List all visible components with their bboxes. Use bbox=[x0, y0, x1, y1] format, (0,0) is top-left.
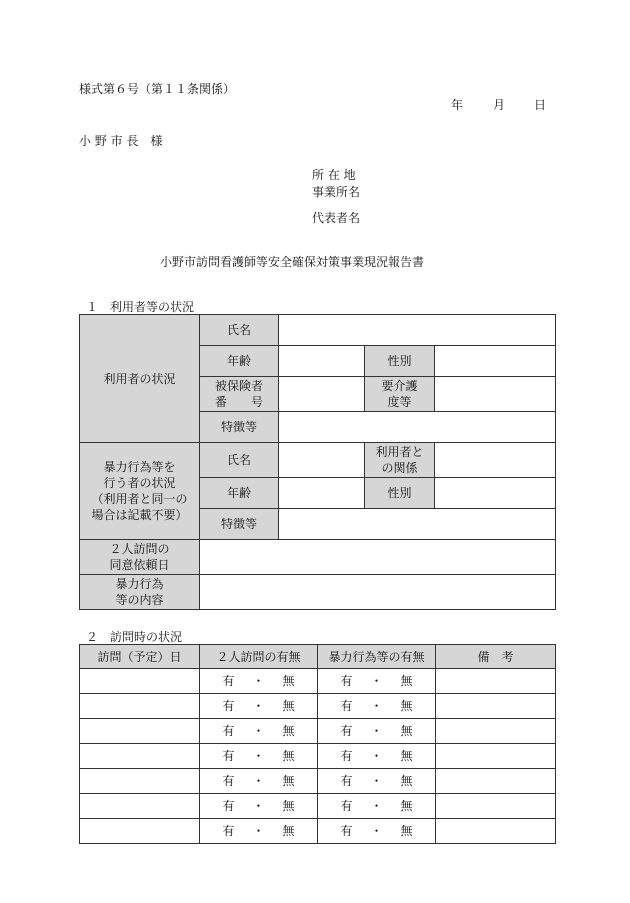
date-year-label: 年 bbox=[451, 98, 464, 112]
separator-dot: ・ bbox=[370, 724, 383, 738]
table-row bbox=[80, 694, 556, 719]
consent-date-label: ２人訪問の 同意依頼日 bbox=[80, 540, 200, 575]
violent-gender-cell[interactable] bbox=[435, 478, 556, 509]
table-row bbox=[80, 744, 556, 769]
violence-content-cell[interactable] bbox=[200, 575, 556, 610]
section2-heading: ２ 訪問時の状況 bbox=[86, 630, 183, 644]
user-features-label: 特徴等 bbox=[200, 412, 279, 443]
user-age-cell[interactable] bbox=[279, 346, 365, 377]
violent-age-label: 年齢 bbox=[200, 478, 279, 509]
violence-choice[interactable] bbox=[318, 819, 436, 844]
two-person-choice[interactable] bbox=[200, 769, 318, 794]
user-gender-cell[interactable] bbox=[435, 346, 556, 377]
insured-number-label: 被保険者 番 号 bbox=[200, 377, 279, 412]
visit-date-cell[interactable] bbox=[80, 794, 200, 819]
no-option[interactable]: 無 bbox=[282, 774, 295, 788]
yes-option[interactable]: 有 bbox=[222, 774, 235, 788]
violence-choice[interactable] bbox=[318, 794, 436, 819]
two-person-choice[interactable] bbox=[200, 669, 318, 694]
date-day-label: 日 bbox=[534, 98, 547, 112]
document-title: 小野市訪問看護師等安全確保対策事業現況報告書 bbox=[160, 255, 425, 269]
user-age-label: 年齢 bbox=[200, 346, 279, 377]
visit-status-table bbox=[79, 644, 556, 844]
remarks-header: 備 考 bbox=[436, 645, 556, 669]
yes-option[interactable]: 有 bbox=[340, 749, 353, 763]
user-name-label: 氏名 bbox=[200, 315, 279, 346]
separator-dot: ・ bbox=[252, 824, 265, 838]
user-gender-label: 性別 bbox=[365, 346, 435, 377]
remarks-cell[interactable] bbox=[436, 819, 556, 844]
remarks-cell[interactable] bbox=[436, 794, 556, 819]
yes-option[interactable]: 有 bbox=[222, 674, 235, 688]
yes-option[interactable]: 有 bbox=[222, 724, 235, 738]
no-option[interactable]: 無 bbox=[400, 699, 413, 713]
user-status-table bbox=[79, 314, 556, 610]
location-label: 所 在 地 bbox=[312, 168, 356, 182]
no-option[interactable]: 無 bbox=[282, 799, 295, 813]
yes-option[interactable]: 有 bbox=[340, 799, 353, 813]
remarks-cell[interactable] bbox=[436, 719, 556, 744]
form-number: 様式第６号（第１１条関係） bbox=[79, 82, 236, 96]
table-row bbox=[80, 719, 556, 744]
care-level-label: 要介護 度等 bbox=[365, 377, 435, 412]
separator-dot: ・ bbox=[252, 799, 265, 813]
user-name-cell[interactable] bbox=[279, 315, 556, 346]
visit-date-cell[interactable] bbox=[80, 669, 200, 694]
separator-dot: ・ bbox=[370, 674, 383, 688]
separator-dot: ・ bbox=[252, 724, 265, 738]
yes-option[interactable]: 有 bbox=[340, 774, 353, 788]
separator-dot: ・ bbox=[252, 749, 265, 763]
yes-option[interactable]: 有 bbox=[222, 749, 235, 763]
violence-presence-header: 暴力行為等の有無 bbox=[318, 645, 436, 669]
date-month-label: 月 bbox=[493, 98, 506, 112]
separator-dot: ・ bbox=[370, 799, 383, 813]
no-option[interactable]: 無 bbox=[282, 674, 295, 688]
user-status-label: 利用者の状況 bbox=[80, 315, 200, 443]
yes-option[interactable]: 有 bbox=[340, 674, 353, 688]
relation-label: 利用者と の関係 bbox=[365, 443, 435, 478]
no-option[interactable]: 無 bbox=[282, 749, 295, 763]
no-option[interactable]: 無 bbox=[400, 674, 413, 688]
visit-date-cell[interactable] bbox=[80, 819, 200, 844]
violence-content-label: 暴力行為 等の内容 bbox=[80, 575, 200, 610]
violent-person-status-label: 暴力行為等を 行う者の状況 （利用者と同一の 場合は記載不要） bbox=[80, 443, 200, 540]
table-row bbox=[80, 669, 556, 694]
visit-date-header: 訪問（予定）日 bbox=[80, 645, 200, 669]
section1-heading: １ 利用者等の状況 bbox=[86, 300, 195, 314]
violent-gender-label: 性別 bbox=[365, 478, 435, 509]
separator-dot: ・ bbox=[370, 774, 383, 788]
two-person-visit-header: ２人訪問の有無 bbox=[200, 645, 318, 669]
two-person-choice[interactable] bbox=[200, 719, 318, 744]
two-person-choice[interactable] bbox=[200, 694, 318, 719]
no-option[interactable]: 無 bbox=[400, 799, 413, 813]
table-row bbox=[80, 769, 556, 794]
violent-features-label: 特徴等 bbox=[200, 509, 279, 540]
separator-dot: ・ bbox=[252, 774, 265, 788]
table-row bbox=[80, 819, 556, 844]
representative-label: 代表者名 bbox=[312, 211, 361, 225]
violence-choice[interactable] bbox=[318, 744, 436, 769]
separator-dot: ・ bbox=[370, 749, 383, 763]
violence-choice[interactable] bbox=[318, 669, 436, 694]
visit-date-cell[interactable] bbox=[80, 694, 200, 719]
remarks-cell[interactable] bbox=[436, 769, 556, 794]
two-person-choice[interactable] bbox=[200, 794, 318, 819]
violence-choice[interactable] bbox=[318, 719, 436, 744]
violent-features-cell[interactable] bbox=[279, 509, 556, 540]
violent-age-cell[interactable] bbox=[279, 478, 365, 509]
office-name-label: 事業所名 bbox=[312, 185, 361, 199]
no-option[interactable]: 無 bbox=[400, 774, 413, 788]
separator-dot: ・ bbox=[252, 674, 265, 688]
consent-date-cell[interactable] bbox=[200, 540, 556, 575]
separator-dot: ・ bbox=[370, 824, 383, 838]
insured-number-cell[interactable] bbox=[279, 377, 365, 412]
separator-dot: ・ bbox=[370, 699, 383, 713]
remarks-cell[interactable] bbox=[436, 669, 556, 694]
yes-option[interactable]: 有 bbox=[340, 824, 353, 838]
yes-option[interactable]: 有 bbox=[222, 799, 235, 813]
visit-date-cell[interactable] bbox=[80, 769, 200, 794]
violent-name-cell[interactable] bbox=[279, 443, 365, 478]
yes-option[interactable]: 有 bbox=[222, 824, 235, 838]
no-option[interactable]: 無 bbox=[282, 699, 295, 713]
remarks-cell[interactable] bbox=[436, 744, 556, 769]
yes-option[interactable]: 有 bbox=[340, 699, 353, 713]
table-row bbox=[80, 794, 556, 819]
remarks-cell[interactable] bbox=[436, 694, 556, 719]
no-option[interactable]: 無 bbox=[282, 824, 295, 838]
yes-option[interactable]: 有 bbox=[340, 724, 353, 738]
two-person-choice[interactable] bbox=[200, 819, 318, 844]
yes-option[interactable]: 有 bbox=[222, 699, 235, 713]
addressee: 小 野 市 長 様 bbox=[79, 134, 163, 148]
care-level-cell[interactable] bbox=[435, 377, 556, 412]
relation-cell[interactable] bbox=[435, 443, 556, 478]
no-option[interactable]: 無 bbox=[400, 724, 413, 738]
no-option[interactable]: 無 bbox=[400, 749, 413, 763]
visit-date-cell[interactable] bbox=[80, 719, 200, 744]
visit-date-cell[interactable] bbox=[80, 744, 200, 769]
separator-dot: ・ bbox=[252, 699, 265, 713]
two-person-choice[interactable] bbox=[200, 744, 318, 769]
violent-name-label: 氏名 bbox=[200, 443, 279, 478]
user-features-cell[interactable] bbox=[279, 412, 556, 443]
violence-choice[interactable] bbox=[318, 694, 436, 719]
no-option[interactable]: 無 bbox=[282, 724, 295, 738]
violence-choice[interactable] bbox=[318, 769, 436, 794]
no-option[interactable]: 無 bbox=[400, 824, 413, 838]
